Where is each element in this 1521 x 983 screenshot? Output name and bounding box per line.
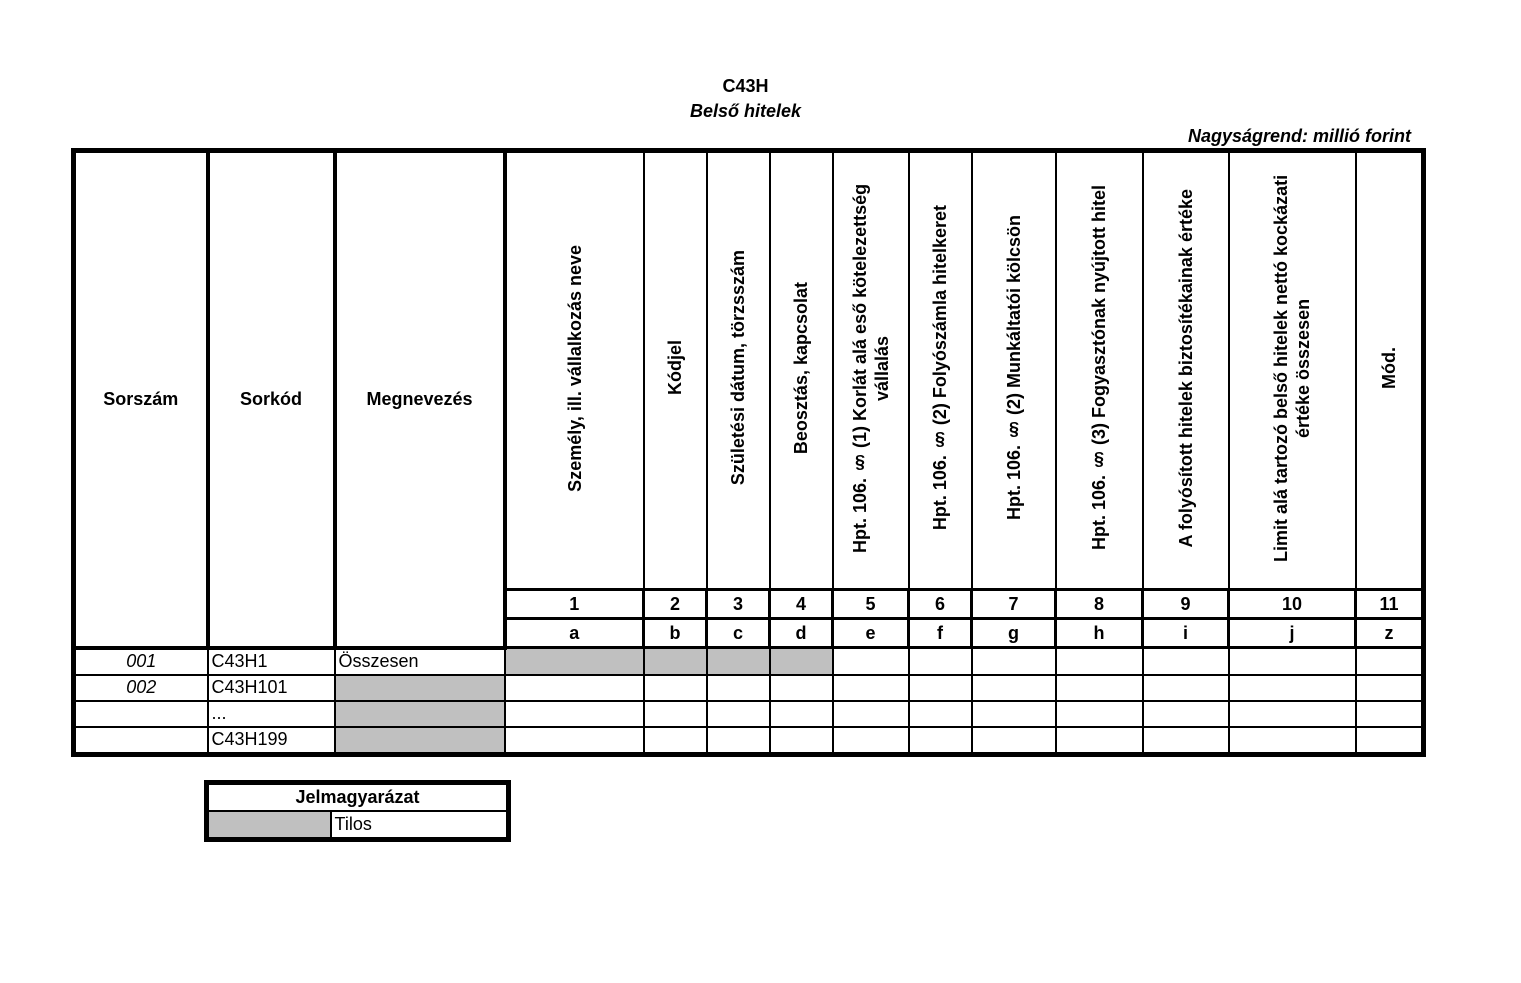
- col-header-label: Hpt. 106. § (1) Korlát alá eső kötelezettség vállalás: [849, 183, 892, 553]
- data-cell: [1056, 701, 1143, 727]
- data-cell: [1356, 701, 1424, 727]
- forbidden-cell: [335, 701, 505, 727]
- data-cell: [909, 727, 972, 755]
- col-number: 10: [1229, 590, 1356, 619]
- data-cell: [1229, 675, 1356, 701]
- data-cell: [909, 648, 972, 675]
- row-megnevezes: Összesen: [335, 648, 505, 675]
- col-number: 11: [1356, 590, 1424, 619]
- table-row: [74, 701, 1424, 727]
- header-sorszam: Sorszám: [74, 151, 208, 648]
- row-sorszam: [74, 701, 208, 727]
- col-letter: b: [644, 619, 707, 648]
- data-cell: [505, 701, 644, 727]
- col-header-label: Mód.: [1378, 347, 1399, 389]
- data-cell: [1356, 727, 1424, 755]
- data-cell: [1356, 675, 1424, 701]
- col-number: 2: [644, 590, 707, 619]
- data-cell: [1229, 648, 1356, 675]
- col-number: 8: [1056, 590, 1143, 619]
- data-cell: [1356, 648, 1424, 675]
- col-number: 3: [707, 590, 770, 619]
- data-cell: [909, 675, 972, 701]
- data-cell: [972, 648, 1056, 675]
- col-header-label: Beosztás, kapcsolat: [791, 281, 811, 455]
- data-cell: [770, 675, 833, 701]
- col-letter: e: [833, 619, 909, 648]
- header-megnevezes: Megnevezés: [335, 151, 505, 648]
- data-cell: [1056, 727, 1143, 755]
- data-cell: [1143, 675, 1229, 701]
- data-cell: [1229, 727, 1356, 755]
- data-cell: [833, 701, 909, 727]
- data-cell: [644, 701, 707, 727]
- form-subtitle: Belső hitelek: [689, 101, 802, 121]
- col-header-label: Hpt. 106. § (3) Fogyasztónak nyújtott hitel: [1089, 185, 1109, 551]
- col-letter: z: [1356, 619, 1424, 648]
- legend-table: [204, 780, 511, 842]
- col-number: 9: [1143, 590, 1229, 619]
- data-cell: [972, 727, 1056, 755]
- row-sorszam: [74, 727, 208, 755]
- table-row: [74, 727, 1424, 755]
- row-sorkod: ...: [208, 701, 335, 727]
- forbidden-cell: [770, 648, 833, 675]
- col-letter: i: [1143, 619, 1229, 648]
- legend-label: Tilos: [331, 811, 509, 840]
- col-header-1: [505, 151, 644, 590]
- col-letter: d: [770, 619, 833, 648]
- data-cell: [833, 675, 909, 701]
- col-letter: g: [972, 619, 1056, 648]
- col-header-7: [972, 151, 1056, 590]
- data-cell: [833, 648, 909, 675]
- credit-table: [71, 148, 1426, 757]
- data-cell: [1056, 648, 1143, 675]
- data-cell: [707, 727, 770, 755]
- form-code-title: C43H: [722, 76, 769, 96]
- col-header-8: [1056, 151, 1143, 590]
- col-header-3: [707, 151, 770, 590]
- data-cell: [505, 675, 644, 701]
- row-sorkod: C43H101: [208, 675, 335, 701]
- col-header-label: Személy, ill. vállalkozás neve: [564, 244, 585, 492]
- table-row: [74, 648, 1424, 675]
- forbidden-cell: [335, 727, 505, 755]
- data-cell: [833, 727, 909, 755]
- col-header-5: [833, 151, 909, 590]
- data-cell: [1056, 675, 1143, 701]
- row-sorkod: C43H199: [208, 727, 335, 755]
- legend-title: Jelmagyarázat: [207, 783, 509, 812]
- col-letter: a: [505, 619, 644, 648]
- data-cell: [770, 701, 833, 727]
- data-cell: [644, 727, 707, 755]
- data-cell: [707, 701, 770, 727]
- forbidden-cell: [505, 648, 644, 675]
- col-number: 4: [770, 590, 833, 619]
- unit-label: Nagyságrend: millió forint: [1187, 126, 1411, 146]
- col-header-2: [644, 151, 707, 590]
- row-sorszam: 001: [74, 648, 208, 675]
- col-header-4: [770, 151, 833, 590]
- row-sorszam: 002: [74, 675, 208, 701]
- data-cell: [770, 727, 833, 755]
- data-cell: [1229, 701, 1356, 727]
- forbidden-cell: [707, 648, 770, 675]
- data-cell: [909, 701, 972, 727]
- col-header-label: Limit alá tartozó belső hitelek nettó kockázati értéke összesen: [1271, 174, 1313, 562]
- col-number: 7: [972, 590, 1056, 619]
- legend-swatch: [207, 811, 331, 840]
- col-header-9: [1143, 151, 1229, 590]
- data-cell: [972, 701, 1056, 727]
- col-header-label: Hpt. 106. § (2) Munkáltatói kölcsön: [1003, 215, 1024, 521]
- col-number: 5: [833, 590, 909, 619]
- data-cell: [1143, 648, 1229, 675]
- col-letter: j: [1229, 619, 1356, 648]
- col-header-11: [1356, 151, 1424, 590]
- col-header-label: Születési dátum, törzsszám: [728, 250, 748, 486]
- table-row: [74, 675, 1424, 701]
- col-number: 6: [909, 590, 972, 619]
- col-header-label: Kódjel: [665, 340, 685, 396]
- col-letter: c: [707, 619, 770, 648]
- data-cell: [972, 675, 1056, 701]
- col-header-label: Hpt. 106. § (2) Folyószámla hitelkeret: [930, 205, 950, 531]
- data-cell: [644, 675, 707, 701]
- header-sorkod: Sorkód: [208, 151, 335, 648]
- row-sorkod: C43H1: [208, 648, 335, 675]
- forbidden-cell: [644, 648, 707, 675]
- col-letter: h: [1056, 619, 1143, 648]
- col-number: 1: [505, 590, 644, 619]
- col-header-6: [909, 151, 972, 590]
- data-cell: [1143, 701, 1229, 727]
- data-cell: [707, 675, 770, 701]
- data-cell: [1143, 727, 1229, 755]
- data-cell: [505, 727, 644, 755]
- forbidden-cell: [335, 675, 505, 701]
- col-letter: f: [909, 619, 972, 648]
- col-header-label: A folyósított hitelek biztosítékainak értéke: [1175, 188, 1196, 548]
- col-header-10: [1229, 151, 1356, 590]
